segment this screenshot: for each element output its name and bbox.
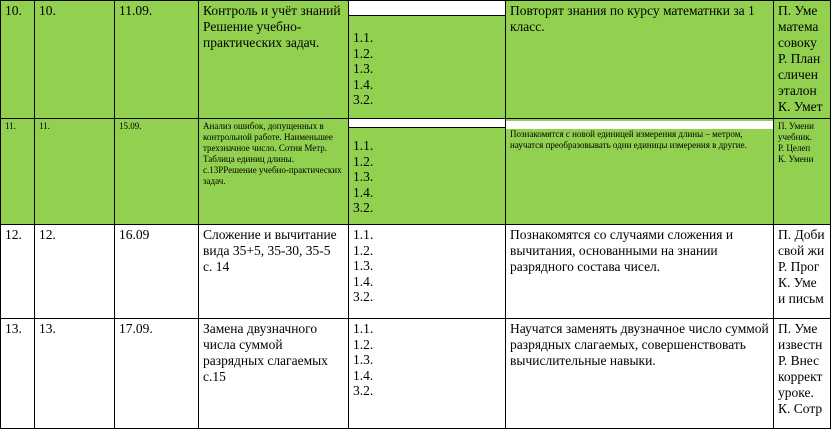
code-item: 1.1.: [353, 30, 374, 45]
uud-line: матема: [778, 19, 819, 34]
row-number-cell: 10.: [1, 1, 35, 119]
uud-line: К. Умет: [778, 99, 823, 114]
codes-cell: [349, 225, 506, 319]
white-band: [349, 1, 505, 16]
codes-cell: [349, 119, 506, 225]
uud-cell: [774, 119, 831, 225]
outcome-text: Познакомятся с новой единицей измерения длины – метром, научатся преобразовывать одни единицы измерения в другие.: [510, 129, 747, 150]
row-number-cell: 12.: [1, 225, 35, 319]
code-item: 1.2.: [353, 336, 374, 352]
table-row: [1, 119, 831, 225]
code-item: 1.2.: [353, 153, 374, 169]
uud-line: Р. Прог: [778, 259, 820, 274]
outcome-cell: [506, 1, 774, 119]
date-cell: 16.09: [115, 225, 199, 319]
lesson-number-cell: 12.: [35, 225, 115, 319]
uud-line: Р. Целеп: [778, 143, 811, 153]
table-row: [1, 1, 831, 119]
topic-cell: Сложение и вычитание вида 35+5, 35-30, 35-5 с. 14: [199, 225, 349, 319]
row-number-cell: 11.: [1, 119, 35, 225]
uud-line: свой жи: [778, 243, 825, 258]
outcome-cell: [506, 119, 774, 225]
uud-cell: [774, 1, 831, 119]
date-cell: 11.09.: [115, 1, 199, 119]
code-item: 1.3.: [353, 169, 374, 184]
topic-cell: Замена двузначного числа суммой разрядных слагаемых с.15: [199, 319, 349, 429]
uud-line: Р. Внес: [778, 353, 820, 368]
row-number-cell: 13.: [1, 319, 35, 429]
code-item: 1.4.: [353, 76, 374, 92]
outcome-text: Повторят знания по курсу математнки за 1 класс.: [510, 3, 755, 34]
code-item: 1.1.: [353, 227, 374, 242]
code-item: 1.1.: [353, 321, 374, 336]
lesson-number-cell: 11.: [35, 119, 115, 225]
white-band: [349, 119, 505, 128]
uud-line: уроке.: [778, 385, 814, 400]
uud-cell: [774, 225, 831, 319]
code-item: 3.2.: [353, 383, 374, 398]
white-band: [506, 121, 773, 129]
code-item: 1.4.: [353, 273, 374, 289]
code-item: 1.2.: [353, 242, 374, 258]
codes-cell: [349, 1, 506, 119]
uud-line: совоку: [778, 35, 817, 50]
uud-line: К. Умени: [778, 154, 814, 164]
uud-line: учебник.: [778, 132, 812, 142]
code-item: 1.3.: [353, 352, 374, 367]
uud-line: Р. План: [778, 51, 821, 66]
codes-cell: [349, 319, 506, 429]
outcome-cell: Познакомятся со случаями сложения и вычитания, основанными на знании разрядного состава чисел.: [506, 225, 774, 319]
uud-line: П. Уме: [778, 3, 818, 18]
uud-line: К. Сотр: [778, 401, 823, 416]
topic-cell: Контроль и учёт знаний Решение учебно-практических задач.: [199, 1, 349, 119]
code-item: 3.2.: [353, 92, 374, 107]
table-row: [1, 225, 831, 319]
code-item: 3.2.: [353, 200, 374, 215]
uud-cell: [774, 319, 831, 429]
table-row: [1, 319, 831, 429]
uud-line: П. Уме: [778, 321, 818, 336]
topic-cell: Анализ ошибок, допущенных в контрольной работе. Наименьшее трехзначное число. Сотня Метр. Таблица единиц длины. с.13РРешение учебно-практических задач.: [199, 119, 349, 225]
code-item: 1.3.: [353, 258, 374, 273]
code-item: 1.1.: [353, 138, 374, 153]
uud-line: К. Уме: [778, 275, 817, 290]
uud-line: П. Умени: [778, 121, 814, 131]
lesson-number-cell: 10.: [35, 1, 115, 119]
code-item: 1.2.: [353, 45, 374, 61]
uud-line: эталон: [778, 83, 817, 98]
code-item: 3.2.: [353, 289, 374, 304]
code-item: 1.4.: [353, 367, 374, 383]
uud-line: П. Доби: [778, 227, 825, 242]
date-cell: 15.09.: [115, 119, 199, 225]
uud-line: и письм: [778, 291, 824, 306]
outcome-cell: Научатся заменять двузначное число суммой разрядных слагаемых, совершенствовать вычислительные навыки.: [506, 319, 774, 429]
code-item: 1.3.: [353, 61, 374, 76]
uud-line: коррект: [778, 369, 823, 384]
lesson-number-cell: 13.: [35, 319, 115, 429]
code-item: 1.4.: [353, 184, 374, 200]
uud-line: сличен: [778, 67, 818, 82]
uud-line: известн: [778, 337, 823, 352]
date-cell: 17.09.: [115, 319, 199, 429]
